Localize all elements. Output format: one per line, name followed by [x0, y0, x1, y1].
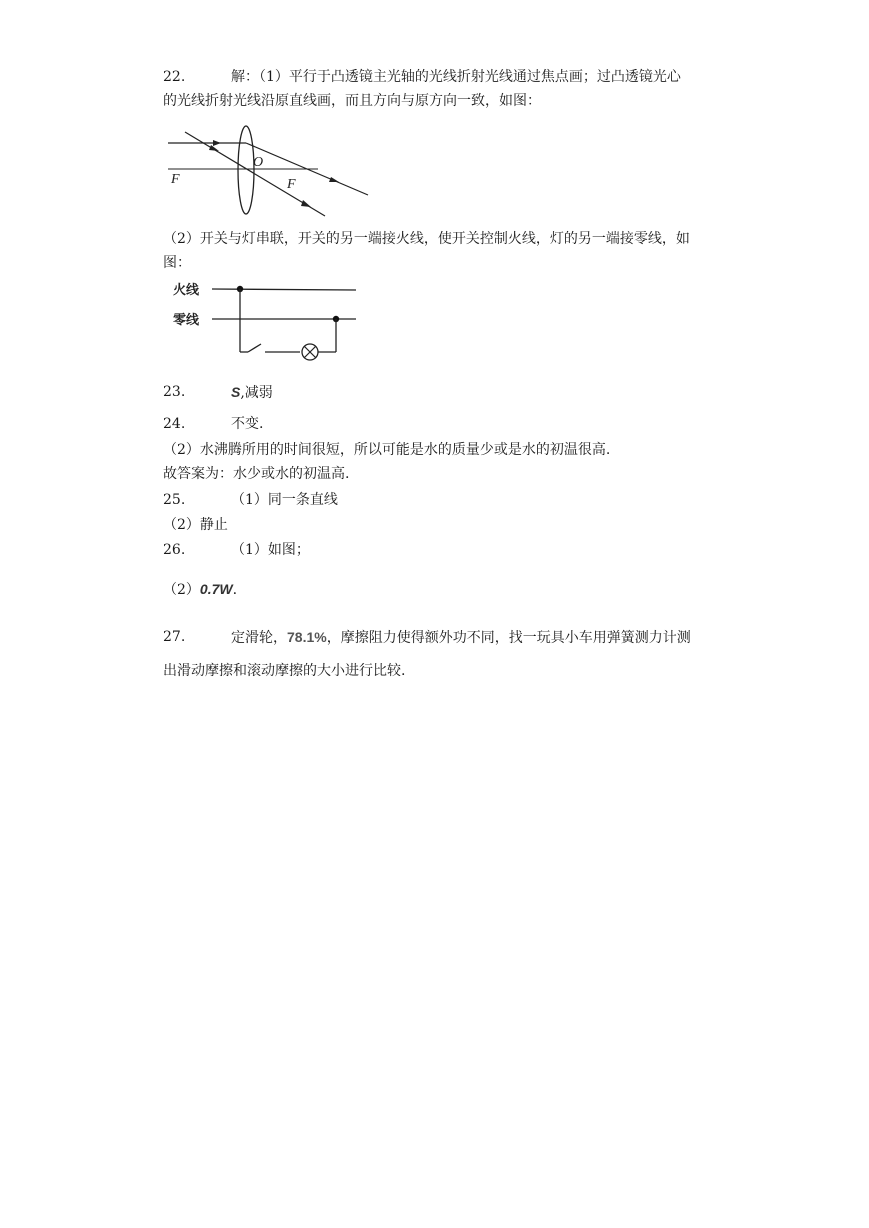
q24-line3: 故答案为：水少或水的初温高. — [163, 466, 350, 482]
live-wire-label: 火线 — [173, 283, 200, 298]
household-circuit-diagram — [170, 278, 360, 358]
q23-symbol: S — [231, 384, 241, 400]
neutral-wire-label: 零线 — [173, 313, 200, 328]
q27-suffix: ，摩擦阻力使得额外功不同，找一玩具小车用弹簧测力计测 — [326, 630, 691, 646]
q22-line2: 的光线折射光线沿原直线画，而且方向与原方向一致，如图： — [163, 93, 541, 109]
question-number-27: 27. — [163, 629, 186, 645]
q27-prefix: 定滑轮， — [231, 630, 287, 646]
q25-line2: （2）静止 — [163, 517, 228, 533]
convex-lens-ray-diagram — [163, 128, 373, 223]
question-number-26: 26. — [163, 542, 186, 558]
q23-answer — [231, 383, 273, 402]
q26-line2-prefix: （2） — [163, 582, 200, 598]
q26-line2-suffix: . — [232, 582, 238, 598]
q27-line1 — [231, 628, 691, 647]
q26-text: （1）如图； — [231, 542, 310, 558]
q22-line3: （2）开关与灯串联，开关的另一端接火线，使开关控制火线，灯的另一端接零线，如 — [163, 231, 690, 247]
q27-line2: 出滑动摩擦和滚动摩擦的大小进行比较. — [163, 663, 406, 679]
focus-label-left: F — [171, 172, 180, 187]
q22-line4: 图： — [163, 255, 191, 271]
q25-text: （1）同一条直线 — [231, 492, 338, 508]
q27-value: 78.1% — [287, 629, 327, 645]
question-number-22: 22. — [163, 69, 186, 85]
q24-text: 不变. — [231, 416, 264, 432]
q22-line1: 解：（1）平行于凸透镜主光轴的光线折射光线通过焦点画；过凸透镜光心 — [231, 69, 681, 85]
question-number-23: 23. — [163, 384, 186, 400]
focus-label-right: F — [287, 177, 296, 192]
question-number-24: 24. — [163, 416, 186, 432]
q23-text: ,减弱 — [240, 385, 273, 401]
optical-center-label: O — [253, 155, 264, 170]
q24-line2: （2）水沸腾所用的时间很短，所以可能是水的质量少或是水的初温很高. — [163, 442, 611, 458]
q26-value: 0.7W — [199, 581, 233, 597]
question-number-25: 25. — [163, 492, 186, 508]
q26-line2 — [163, 580, 237, 599]
